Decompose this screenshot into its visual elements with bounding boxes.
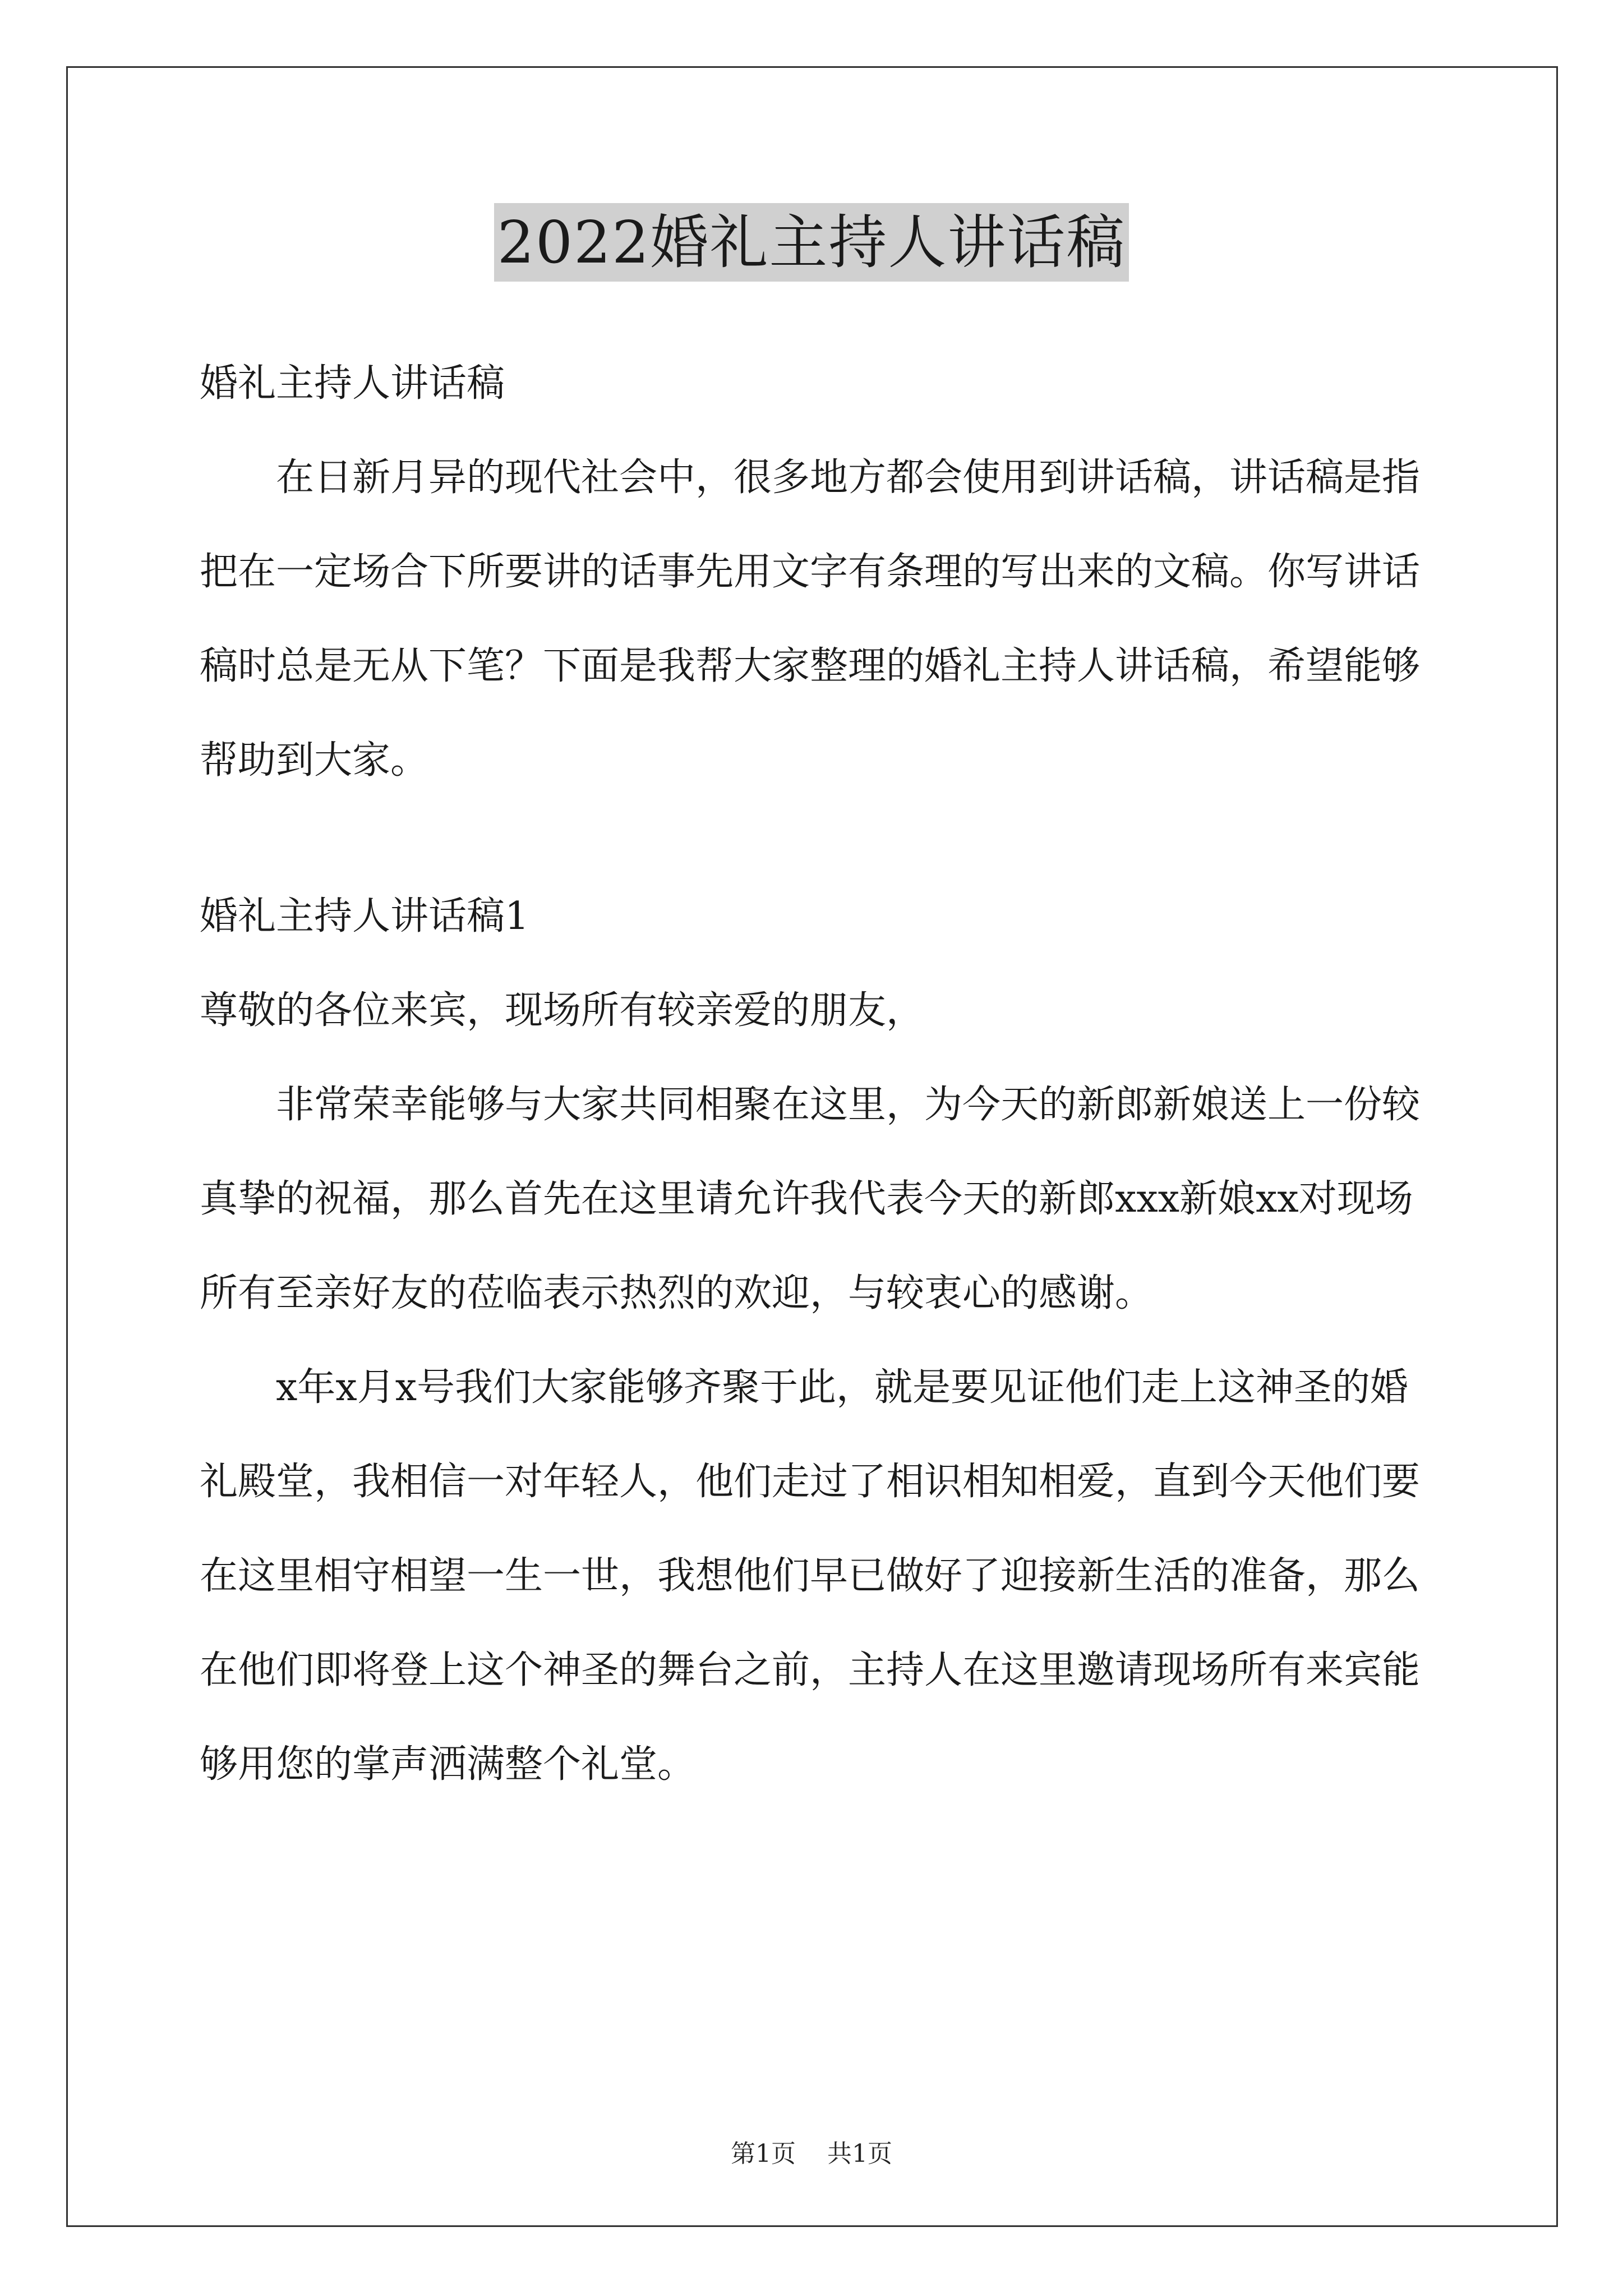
page-footer	[0, 2137, 1623, 2171]
page-number: 第1页	[731, 2139, 796, 2168]
spacer	[200, 808, 1433, 869]
body-paragraph: x年x月x号我们大家能够齐聚于此，就是要见证他们走上这神圣的婚礼殿堂，我相信一对年轻人，他们走过了相识相知相爱，直到今天他们要在这里相守相望一生一世，我想他们早已做好了迎接新生活的准备，那么在他们即将登上这个神圣的舞台之前，主持人在这里邀请现场所有来宾能够用您的掌声洒满整个礼堂。	[200, 1365, 1421, 1787]
document-title: 2022婚礼主持人讲话稿	[494, 203, 1129, 282]
title-container	[0, 203, 1623, 282]
page-total: 共1页	[827, 2139, 892, 2168]
salutation: 尊敬的各位来宾，现场所有较亲爱的朋友，	[200, 988, 925, 1033]
section-heading: 婚礼主持人讲话稿	[200, 361, 505, 406]
intro-paragraph: 在日新月异的现代社会中，很多地方都会使用到讲话稿，讲话稿是指把在一定场合下所要讲的话事先用文字有条理的写出来的文稿。你写讲话稿时总是无从下笔？下面是我帮大家整理的婚礼主持人讲话稿，希望能够帮助到大家。	[200, 455, 1421, 783]
body-paragraph: 非常荣幸能够与大家共同相聚在这里，为今天的新郎新娘送上一份较真挚的祝福，那么首先在这里请允许我代表今天的新郎xxx新娘xx对现场所有至亲好友的莅临表示热烈的欢迎，与较衷心的感谢。	[200, 1083, 1421, 1315]
section-heading-1: 婚礼主持人讲话稿1	[200, 894, 529, 938]
document-body	[200, 337, 1433, 1812]
